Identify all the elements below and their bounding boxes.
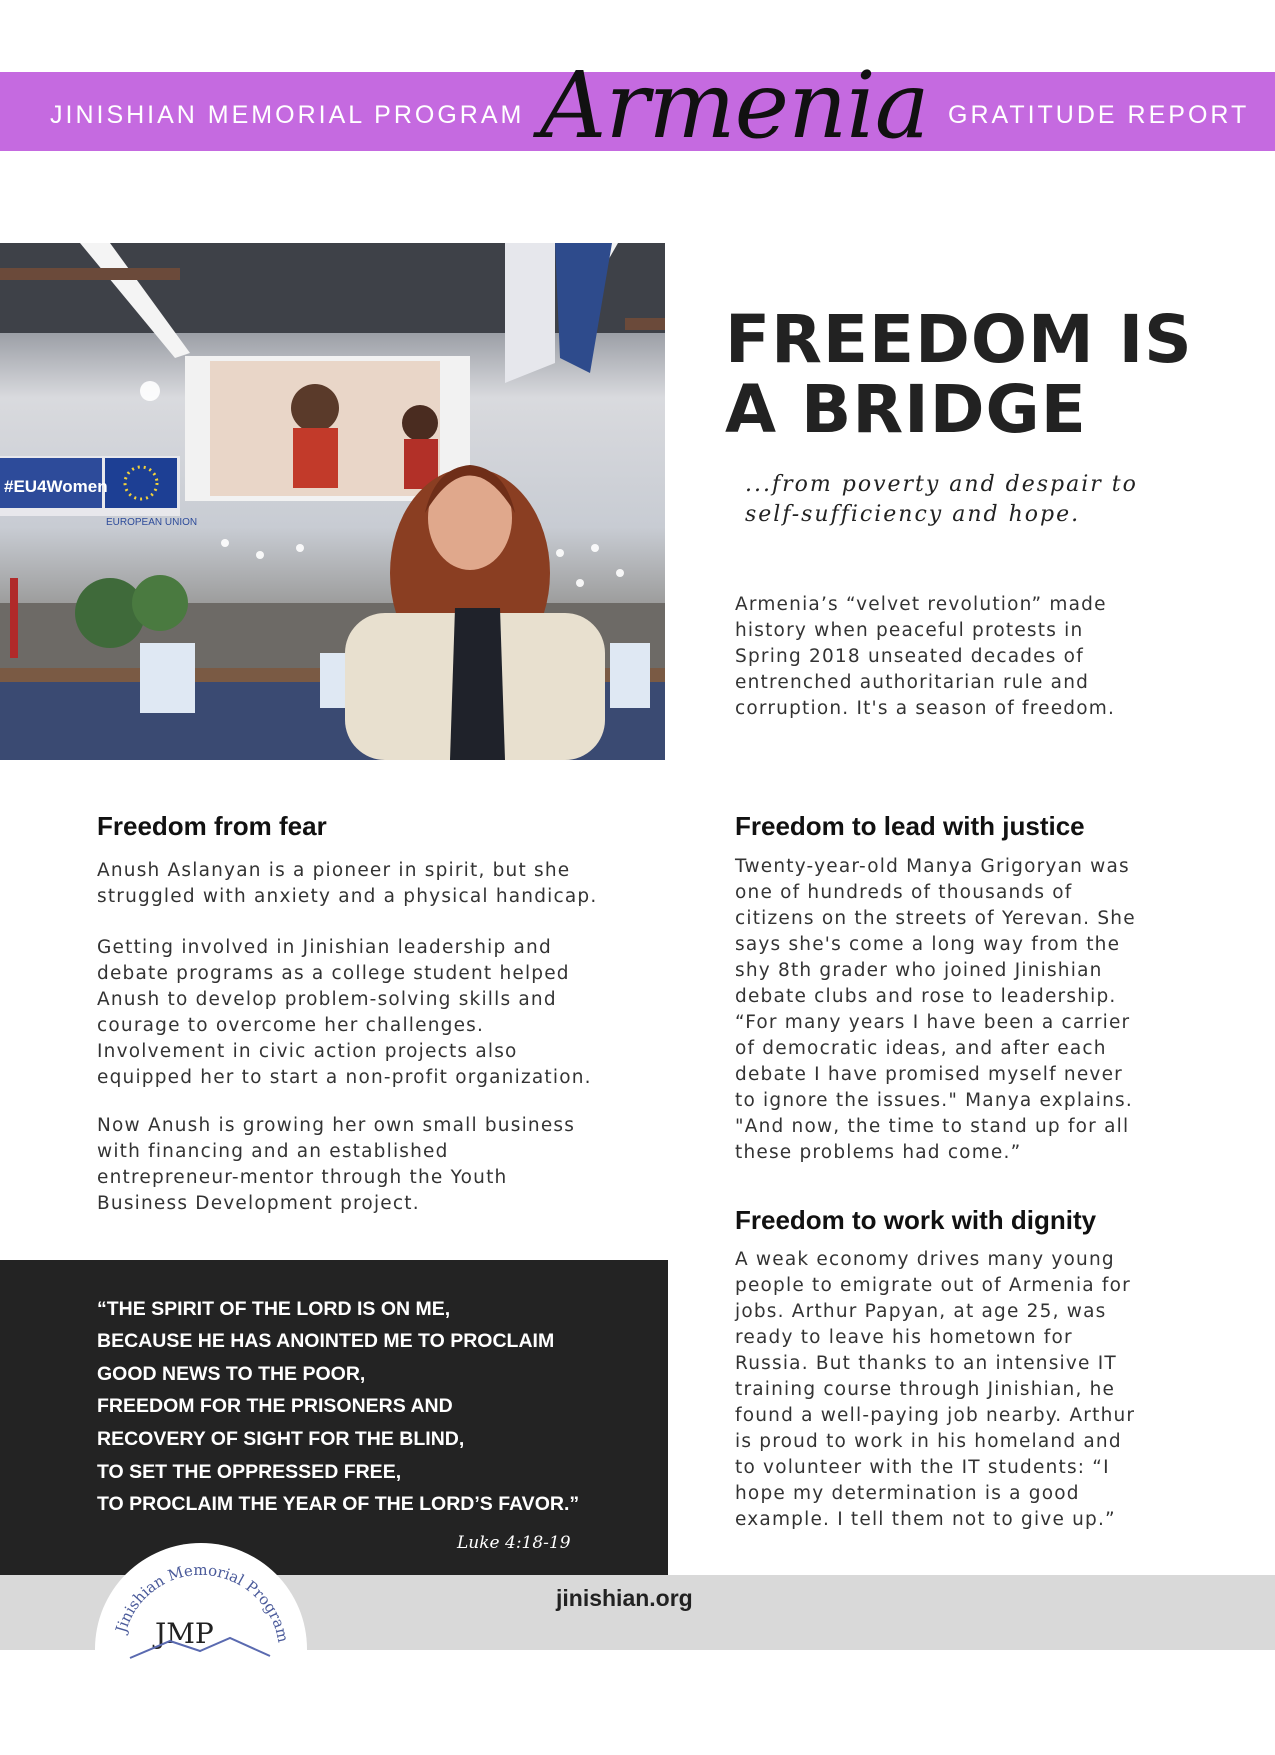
- fear-line: debate programs as a college student helped: [97, 963, 570, 984]
- dignity-line: is proud to work in his homeland and: [735, 1431, 1122, 1452]
- quote-line: TO SET THE OPPRESSED FREE,: [97, 1461, 402, 1483]
- fear-line: entrepreneur-mentor through the Youth: [97, 1167, 508, 1188]
- intro-line: history when peaceful protests in: [735, 620, 1084, 641]
- website-link[interactable]: jinishian.org: [556, 1585, 693, 1611]
- headline-line-2: A BRIDGE: [725, 371, 1087, 448]
- banner-script-title: Armenia: [540, 52, 929, 159]
- hero-photo: [0, 243, 665, 760]
- fear-line: with financing and an established: [97, 1141, 449, 1162]
- dignity-line: training course through Jinishian, he: [735, 1379, 1116, 1400]
- fear-line: Now Anush is growing her own small business: [97, 1115, 576, 1136]
- justice-line: of democratic ideas, and after each: [735, 1038, 1107, 1059]
- justice-line: to ignore the issues." Manya explains.: [735, 1090, 1133, 1111]
- intro-line: Spring 2018 unseated decades of: [735, 646, 1084, 667]
- program-name: JINISHIAN MEMORIAL PROGRAM: [50, 101, 525, 129]
- justice-line: says she's come a long way from the: [735, 934, 1121, 955]
- fear-line: Anush to develop problem-solving skills and: [97, 989, 557, 1010]
- intro-paragraph: [735, 592, 1115, 722]
- tagline: [745, 470, 1138, 530]
- justice-line: citizens on the streets of Yerevan. She: [735, 908, 1136, 929]
- report-title: GRATITUDE REPORT: [948, 101, 1250, 129]
- heading-freedom-to-work: Freedom to work with dignity: [735, 1205, 1097, 1235]
- fear-line: Involvement in civic action projects also: [97, 1041, 518, 1062]
- justice-line: one of hundreds of thousands of: [735, 882, 1073, 903]
- quote-citation: Luke 4:18-19: [457, 1533, 571, 1553]
- quote-line: TO PROCLAIM THE YEAR OF THE LORD’S FAVOR.”: [97, 1493, 580, 1515]
- intro-line: entrenched authoritarian rule and: [735, 672, 1090, 693]
- justice-line: debate I have promised myself never: [735, 1064, 1123, 1085]
- quote-line: RECOVERY OF SIGHT FOR THE BLIND,: [97, 1428, 465, 1450]
- justice-line: debate clubs and rose to leadership.: [735, 986, 1117, 1007]
- fear-line: equipped her to start a non-profit organization.: [97, 1067, 592, 1088]
- hero-photo-illustration: [0, 243, 665, 760]
- quote-line: FREEDOM FOR THE PRISONERS AND: [97, 1395, 453, 1417]
- fear-line: Business Development project.: [97, 1193, 420, 1214]
- jmp-logo-mark: [95, 1543, 307, 1755]
- fear-line: struggled with anxiety and a physical handicap.: [97, 886, 598, 907]
- justice-line: “For many years I have been a carrier: [735, 1012, 1131, 1033]
- fear-line: Anush Aslanyan is a pioneer in spirit, but she: [97, 860, 571, 881]
- dignity-line: example. I tell them not to give up.”: [735, 1509, 1116, 1530]
- fear-paragraph-2: [97, 935, 592, 1091]
- quote-line: BECAUSE HE HAS ANOINTED ME TO PROCLAIM: [97, 1330, 555, 1352]
- jmp-logo: [95, 1543, 307, 1755]
- dignity-line: to volunteer with the IT students: “I: [735, 1457, 1110, 1478]
- heading-freedom-to-lead: Freedom to lead with justice: [735, 811, 1085, 841]
- tagline-line-2: self-sufficiency and hope.: [745, 502, 1081, 527]
- justice-line: "And now, the time to stand up for all: [735, 1116, 1130, 1137]
- dignity-line: ready to leave his hometown for: [735, 1327, 1073, 1348]
- headline-line-1: FREEDOM IS: [725, 301, 1193, 378]
- fear-paragraph-3: [97, 1113, 575, 1217]
- dignity-line: jobs. Arthur Papyan, at age 25, was: [735, 1301, 1107, 1322]
- dignity-line: A weak economy drives many young: [735, 1249, 1115, 1270]
- fear-paragraph-1: [97, 858, 597, 910]
- logo-initials: JMP: [155, 1617, 214, 1650]
- dignity-line: hope my determination is a good: [735, 1483, 1080, 1504]
- justice-paragraph: [735, 854, 1136, 1166]
- dignity-paragraph: [735, 1247, 1135, 1533]
- heading-freedom-from-fear: Freedom from fear: [97, 811, 327, 841]
- justice-line: Twenty-year-old Manya Grigoryan was: [735, 856, 1130, 877]
- logo-arc-text: Jinishian Memorial Program: [111, 1560, 293, 1645]
- quote-line: GOOD NEWS TO THE POOR,: [97, 1363, 366, 1385]
- justice-line: these problems had come.”: [735, 1142, 1022, 1163]
- dignity-line: Russia. But thanks to an intensive IT: [735, 1353, 1117, 1374]
- dignity-line: found a well-paying job nearby. Arthur: [735, 1405, 1136, 1426]
- tagline-line-1: ...from poverty and despair to: [745, 472, 1138, 497]
- intro-line: Armenia’s “velvet revolution” made: [735, 594, 1107, 615]
- fear-line: Getting involved in Jinishian leadership and: [97, 937, 552, 958]
- intro-line: corruption. It's a season of freedom.: [735, 698, 1116, 719]
- fear-line: courage to overcome her challenges.: [97, 1015, 485, 1036]
- headline: [725, 301, 1193, 448]
- quote-line: “THE SPIRIT OF THE LORD IS ON ME,: [97, 1298, 451, 1320]
- photo-hashtag-text: #EU4Women: [4, 477, 108, 496]
- dignity-line: people to emigrate out of Armenia for: [735, 1275, 1131, 1296]
- photo-eu-text: EUROPEAN UNION: [106, 517, 198, 528]
- justice-line: shy 8th grader who joined Jinishian: [735, 960, 1103, 981]
